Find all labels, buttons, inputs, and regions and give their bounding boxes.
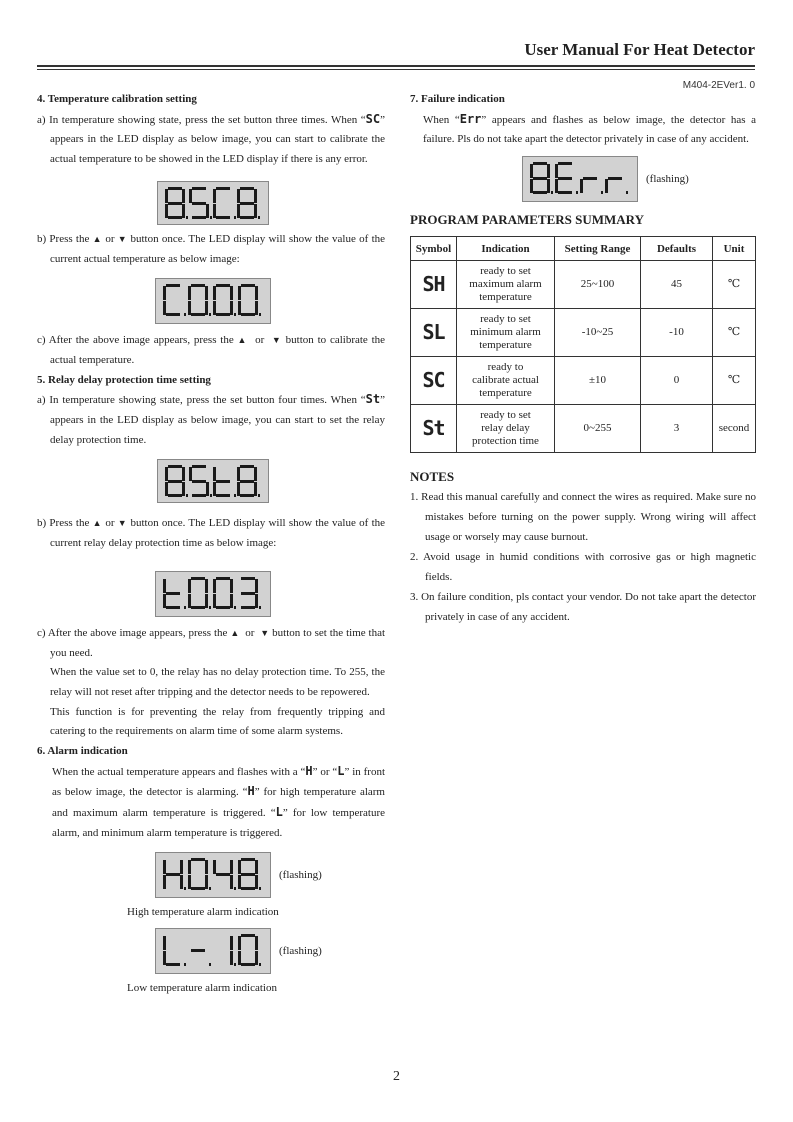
flashing-label: (flashing)	[646, 173, 689, 186]
header-rule	[37, 65, 755, 67]
column-header: Indication	[457, 237, 555, 261]
seven-segment-temperature	[161, 282, 265, 320]
section-5-heading: 5. Relay delay protection time setting	[37, 373, 211, 386]
left-column	[37, 90, 385, 994]
led-screen	[155, 852, 271, 898]
seven-segment-high-alarm	[161, 856, 265, 894]
section-4-step-c: c) After the above image appears, press the ▲ or ▼ button to calibrate the actual temperature.	[37, 334, 386, 366]
down-triangle-icon: ▼	[117, 518, 128, 529]
section-6-heading: 6. Alarm indication	[37, 745, 128, 758]
right-column	[410, 90, 756, 627]
symbol-l: L	[337, 763, 345, 778]
unit-cell: ℃	[713, 261, 756, 309]
section-4-heading: 4. Temperature calibration setting	[37, 93, 197, 105]
led-display-delay-time	[155, 568, 385, 620]
seven-segment-sc	[163, 185, 263, 221]
flashing-label: (flashing)	[279, 868, 322, 881]
seven-segment-delay-time	[161, 575, 265, 613]
led-screen	[155, 278, 271, 324]
led-screen	[155, 571, 271, 617]
section-6-text: When the actual temperature appears and flashes with a “H” or “L” in front as below image, the detector is alarming. “H” for high temperature alarm and maximum alarm temperature is triggered. “L” for low temperature alarm, and minimum alarm temperature is triggered.	[52, 763, 386, 839]
symbol-err: Err	[459, 111, 482, 126]
column-header: Symbol	[411, 237, 457, 261]
section-4-step-b: b) Press the ▲ or ▼ button once. The LED display will show the value of the current actual temperature as below image:	[37, 232, 386, 265]
led-screen	[155, 928, 271, 974]
note-item: 3. On failure condition, pls contact your vendor. Do not take apart the detector privately in case of any accident.	[410, 591, 756, 624]
indication-cell: ready to set minimum alarm temperature	[457, 309, 555, 357]
seven-segment-low-alarm	[161, 932, 265, 970]
document-version: M404-2EVer1. 0	[682, 80, 755, 91]
note-item: 1. Read this manual carefully and connect the wires as required. Make sure no mistakes before turning on the power supply. Wrong wiring will affect usage or worsely may cause burnout.	[410, 491, 756, 544]
range-cell: -10~25	[555, 309, 641, 357]
symbol-cell: SH	[411, 261, 457, 309]
page-number: 2	[393, 1069, 400, 1084]
down-triangle-icon: ▼	[260, 627, 270, 638]
section-5-step-b: b) Press the ▲ or ▼ button once. The LED display will show the value of the current relay delay protection time as below image:	[37, 517, 386, 550]
led-screen	[157, 181, 269, 225]
notes-title: NOTES	[410, 469, 455, 485]
led-display-error	[522, 156, 756, 202]
section-7-text: When “Err” appears and flashes as below image, the detector has a failure. Pls do not take apart the detector privately in case of any accident.	[423, 111, 756, 146]
unit-cell: ℃	[713, 309, 756, 357]
range-cell: ±10	[555, 357, 641, 405]
note-item: 2. Avoid usage in humid conditions with corrosive gas or high magnetic fields.	[410, 551, 756, 584]
symbol-h: H	[247, 784, 255, 799]
up-triangle-icon: ▲	[230, 627, 240, 638]
symbol-h: H	[305, 763, 313, 778]
default-cell: 3	[641, 405, 713, 453]
indication-cell: ready to calibrate actual temperature	[457, 357, 555, 405]
header-rule-thin	[37, 69, 755, 70]
seven-segment-error	[528, 160, 632, 198]
notes-list	[410, 487, 756, 627]
led-screen	[157, 459, 269, 503]
section-5-step-c: c) After the above image appears, press the ▲ or ▼ button to set the time that you need.	[37, 626, 386, 659]
symbol-cell: St	[411, 405, 457, 453]
led-display-sc	[157, 178, 385, 228]
table-row	[411, 261, 756, 309]
down-triangle-icon: ▼	[117, 233, 128, 244]
led-display-st	[157, 456, 385, 506]
up-triangle-icon: ▲	[237, 335, 248, 346]
table-row	[411, 405, 756, 453]
section-4-step-a: a) In temperature showing state, press the set button three times. When “SC” appears in the LED display as below image, you can start to calibrate the actual temperature to be showed in the LED display if there is any error.	[37, 111, 385, 166]
seven-segment-st	[163, 463, 263, 499]
parameters-title: PROGRAM PARAMETERS SUMMARY	[410, 212, 645, 228]
column-header: Defaults	[641, 237, 713, 261]
table-row	[411, 357, 756, 405]
up-triangle-icon: ▲	[92, 518, 103, 529]
up-triangle-icon: ▲	[92, 233, 103, 244]
led-display-temperature	[155, 275, 385, 327]
default-cell: -10	[641, 309, 713, 357]
section-5-note-purpose: This function is for preventing the relay from frequently tripping and catering to the requirements on alarm time of some alarm systems.	[50, 705, 385, 738]
indication-cell: ready to set maximum alarm temperature	[457, 261, 555, 309]
section-5-note-values: When the value set to 0, the relay has no delay protection time. To 255, the relay will not reset after tripping and the detector needs to be repowered.	[50, 666, 385, 698]
range-cell: 25~100	[555, 261, 641, 309]
unit-cell: ℃	[713, 357, 756, 405]
caption-high-alarm: High temperature alarm indication	[127, 905, 279, 918]
section-7-heading: 7. Failure indication	[410, 93, 505, 105]
table-header-row	[411, 237, 756, 261]
symbol-l: L	[275, 805, 283, 820]
column-header: Unit	[713, 237, 756, 261]
section-5-step-a: a) In temperature showing state, press the set button four times. When “St” appears in the LED display as below image, you can start to set the relay delay protection time.	[37, 392, 385, 446]
led-display-low-alarm	[155, 928, 385, 974]
range-cell: 0~255	[555, 405, 641, 453]
symbol-sc: SC	[365, 111, 381, 126]
led-screen	[522, 156, 638, 202]
default-cell: 0	[641, 357, 713, 405]
default-cell: 45	[641, 261, 713, 309]
unit-cell: second	[713, 405, 756, 453]
flashing-label: (flashing)	[279, 944, 322, 957]
down-triangle-icon: ▼	[271, 335, 282, 346]
symbol-st: St	[365, 392, 381, 407]
parameters-table	[410, 236, 756, 453]
indication-cell: ready to set relay delay protection time	[457, 405, 555, 453]
table-row	[411, 309, 756, 357]
symbol-cell: SC	[411, 357, 457, 405]
column-header: Setting Range	[555, 237, 641, 261]
document-title: User Manual For Heat Detector	[524, 40, 755, 59]
led-display-high-alarm	[155, 852, 385, 898]
caption-low-alarm: Low temperature alarm indication	[127, 981, 277, 994]
symbol-cell: SL	[411, 309, 457, 357]
